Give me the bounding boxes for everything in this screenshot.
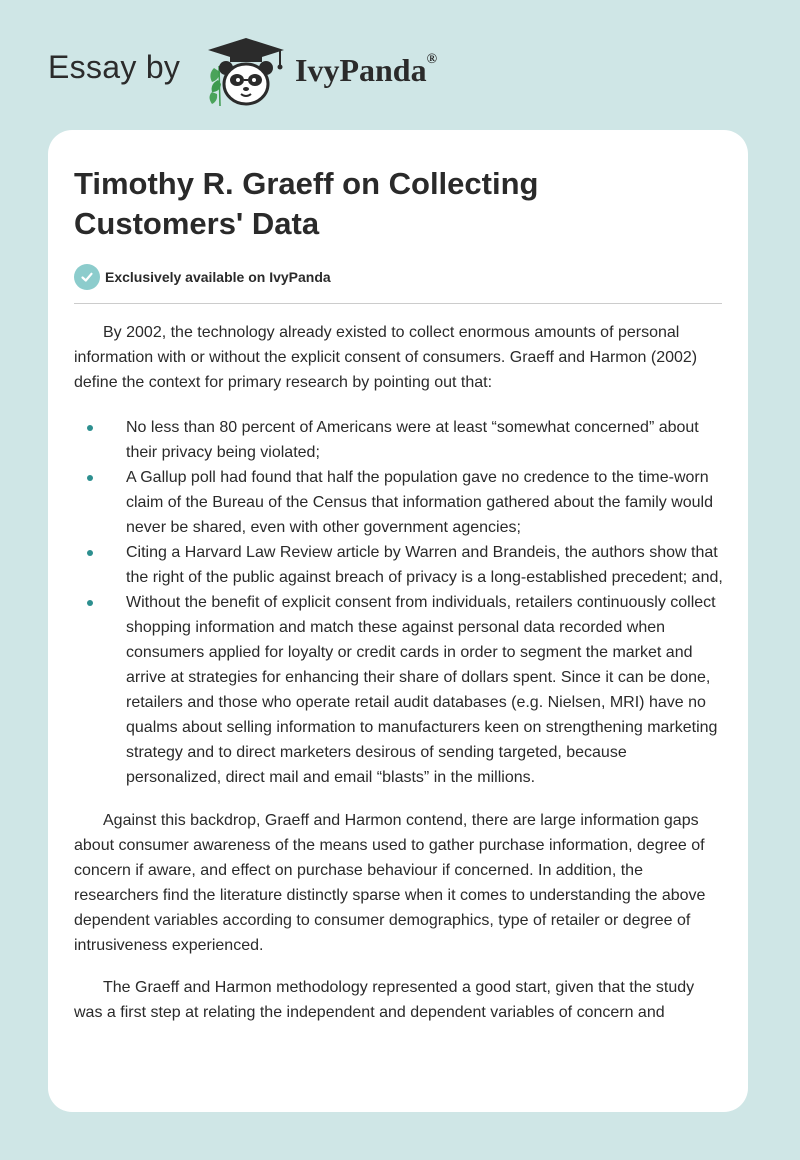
article-body [74, 320, 724, 1025]
paragraph: Against this backdrop, Graeff and Harmon contend, there are large information gaps about consumer awareness of the means used to gather purchase information, degree of concern if aware, and effect on purchase behaviour if concerned. In addition, the researchers find the literature distinctly sparse when it comes to understanding the above dependent variables according to consumer demographics, type of retailer or degree of intrusiveness experienced. [74, 812, 706, 954]
list-item [74, 590, 724, 790]
paragraph: The Graeff and Harmon methodology represented a good start, given that the study was a first step at relating the independent and dependent variables of concern and [74, 979, 695, 1021]
exclusive-badge [74, 264, 331, 290]
paragraph: By 2002, the technology already existed to collect enormous amounts of personal information with or without the explicit consent of consumers. Graeff and Harmon (2002) define the context for primary research by pointing out that: [74, 324, 698, 391]
list-item-text: No less than 80 percent of Americans were at least “somewhat concerned” about their privacy being violated; [126, 419, 699, 461]
bullet-dot [87, 550, 93, 556]
list-item [74, 415, 724, 465]
registered-mark: ® [426, 52, 438, 68]
bullet-list [74, 415, 724, 790]
panda-logo-icon[interactable] [200, 36, 292, 108]
article-card [48, 130, 748, 1112]
bullet-dot [87, 600, 93, 606]
divider [74, 303, 722, 304]
bullet-dot [87, 425, 93, 431]
list-item-text: A Gallup poll had found that half the population gave no credence to the time-worn claim of the Bureau of the Census that information gathered about the family would never be shared, even with other government agencies; [126, 469, 714, 536]
essay-by-label: Essay by [48, 49, 181, 85]
badge-label: Exclusively available on IvyPanda [105, 269, 331, 285]
check-icon [74, 264, 100, 290]
list-item-text: Without the benefit of explicit consent from individuals, retailers continuously collect shopping information and match these against personal data recorded when consumers applied for loyalty or credit cards in order to segment the market and arrive at strategies for enhancing their share of dollars spent. Since it can be done, retailers and those who operate retail audit databases (e.g. Nielsen, MRI) have no qualms about selling information to manufacturers keen on strengthening marketing strategy and to direct marketers desirous of sending targeted, because personalized, direct mail and email “blasts” in the millions. [126, 594, 718, 786]
site-header [48, 36, 648, 106]
page-title: Timothy R. Graeff on Collecting Customers' Data [74, 166, 539, 241]
list-item [74, 540, 724, 590]
list-item [74, 465, 724, 540]
list-item-text: Citing a Harvard Law Review article by Warren and Brandeis, the authors show that the right of the public against breach of privacy is a long-established precedent; and, [126, 544, 723, 586]
brand-name[interactable]: IvyPanda® [295, 52, 438, 88]
bullet-dot [87, 475, 93, 481]
